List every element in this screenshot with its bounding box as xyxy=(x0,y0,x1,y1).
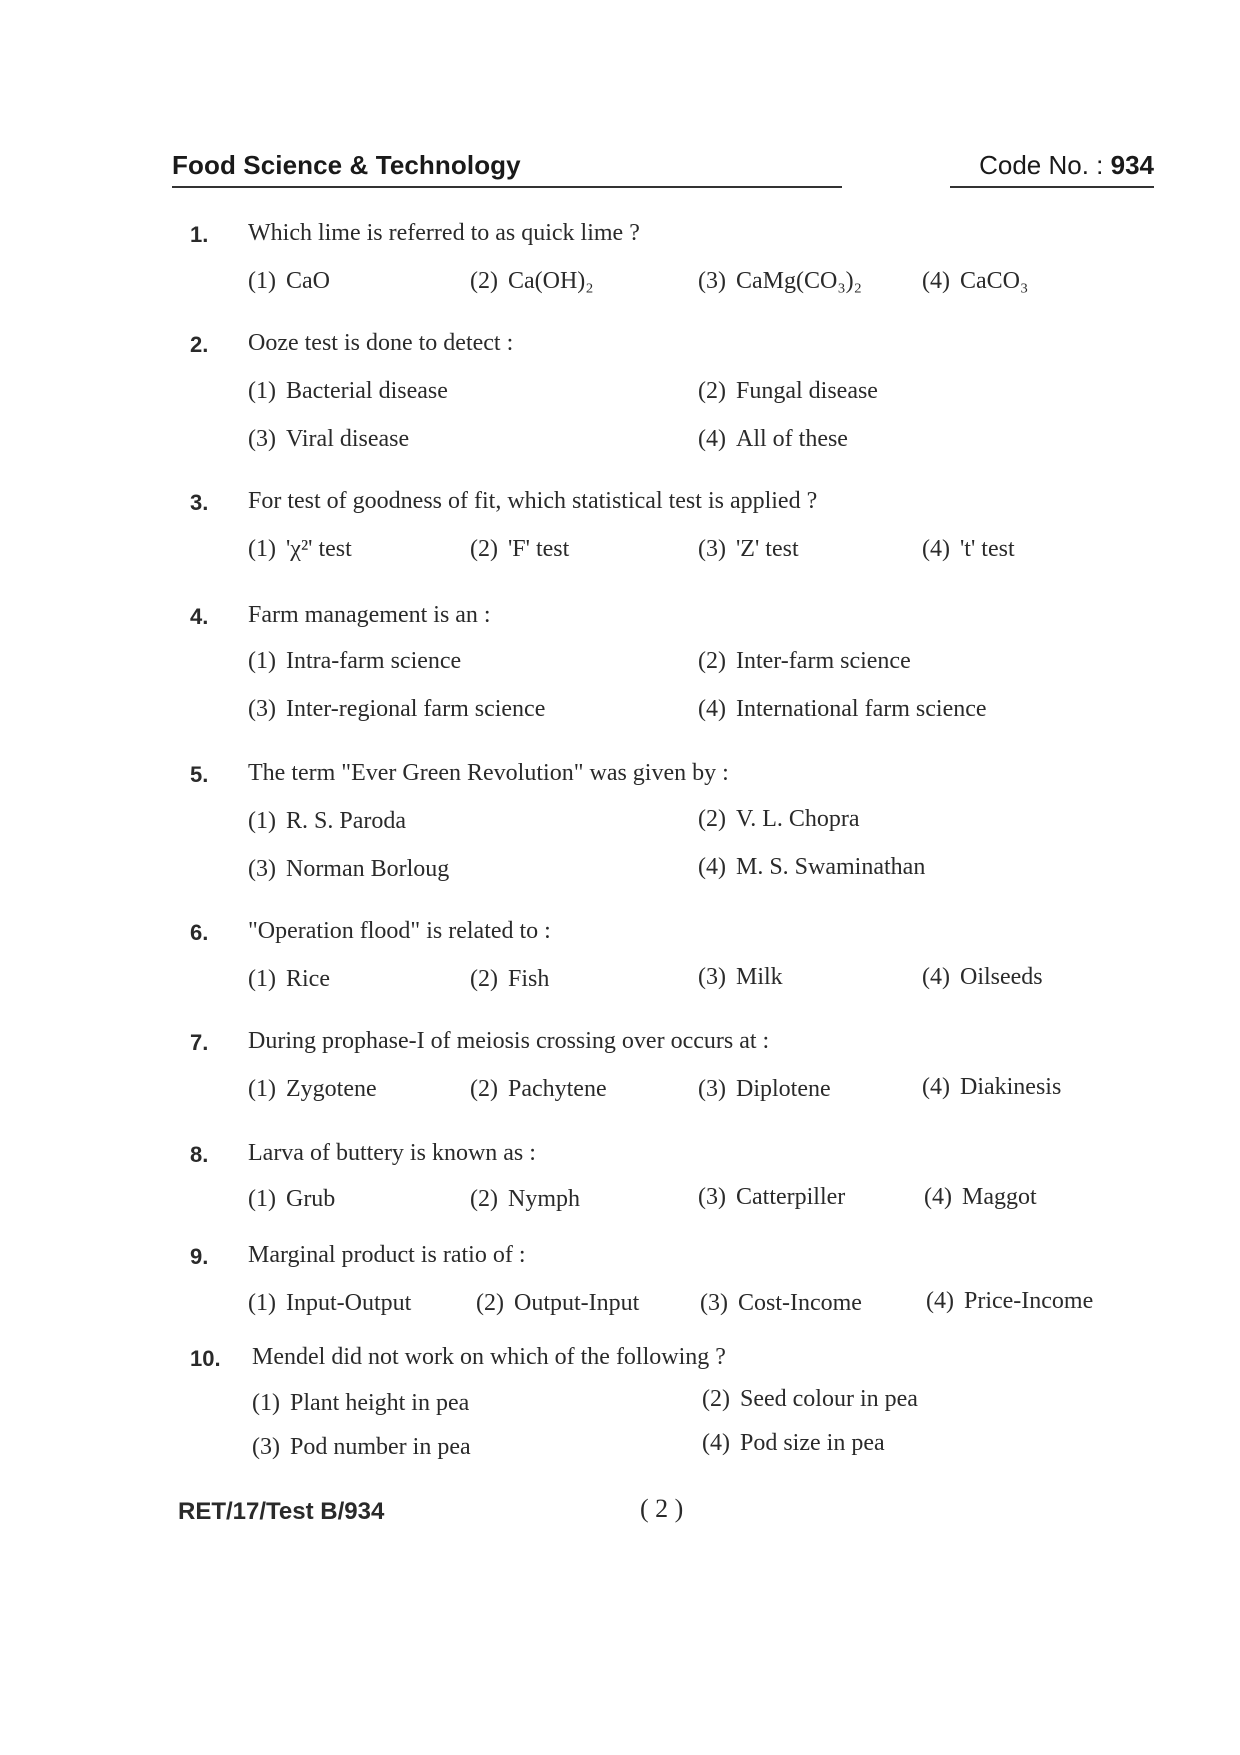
option: (3) Norman Borloug xyxy=(248,856,450,882)
question-number: 1. xyxy=(190,222,209,247)
question-number: 7. xyxy=(190,1030,209,1055)
question-text: During prophase-I of meiosis crossing over occurs at : xyxy=(248,1028,770,1054)
question-text: "Operation flood" is related to : xyxy=(248,918,551,944)
option: (1) Bacterial disease xyxy=(248,378,448,404)
question-text: The term "Ever Green Revolution" was given by : xyxy=(248,760,729,786)
question-number: 10. xyxy=(190,1346,221,1371)
code-label: Code No. : xyxy=(979,150,1104,180)
option: (1) Grub xyxy=(248,1186,336,1212)
option: (3) Diplotene xyxy=(698,1076,831,1102)
question-text: Mendel did not work on which of the following ? xyxy=(252,1344,726,1370)
option: (2) Fish xyxy=(470,966,550,992)
option: (4) Pod size in pea xyxy=(702,1430,885,1456)
option: (4) All of these xyxy=(698,426,848,452)
option: (3) Catterpiller xyxy=(698,1184,846,1210)
question-text: Farm management is an : xyxy=(248,602,491,628)
option: (4) International farm science xyxy=(698,696,987,722)
question-number: 6. xyxy=(190,920,209,945)
option: (1) Intra-farm science xyxy=(248,648,462,674)
option: (1) Rice xyxy=(248,966,330,992)
option: (2) Seed colour in pea xyxy=(702,1386,918,1412)
question-number: 4. xyxy=(190,604,209,629)
option: (1) R. S. Paroda xyxy=(248,808,406,834)
option: (2) Nymph xyxy=(470,1186,580,1212)
option: (4) CaCO₃ xyxy=(922,268,1029,294)
subject-title: Food Science & Technology xyxy=(172,150,521,180)
option: (3) 'Z' test xyxy=(698,536,799,562)
option: (3) Milk xyxy=(698,964,783,990)
option: (4) Price-Income xyxy=(926,1288,1094,1314)
option: (2) 'F' test xyxy=(470,536,570,562)
option: (4) Oilseeds xyxy=(922,964,1043,990)
question-text: Which lime is referred to as quick lime ? xyxy=(248,220,640,246)
option: (1) CaO xyxy=(248,268,330,294)
option: (2) Pachytene xyxy=(470,1076,607,1102)
option: (3) Viral disease xyxy=(248,426,410,452)
option: (2) Inter-farm science xyxy=(698,648,911,674)
page-header xyxy=(172,150,1154,190)
option: (4) 't' test xyxy=(922,536,1015,562)
option: (1) Plant height in pea xyxy=(252,1390,470,1416)
option: (1) Zygotene xyxy=(248,1076,377,1102)
question-number: 3. xyxy=(190,490,209,515)
question-number: 8. xyxy=(190,1142,209,1167)
option: (4) M. S. Swaminathan xyxy=(698,854,926,880)
option: (1) Input-Output xyxy=(248,1290,412,1316)
option: (3) CaMg(CO₃)₂ xyxy=(698,268,863,294)
question-text: For test of goodness of fit, which statistical test is applied ? xyxy=(248,488,818,514)
question-text: Larva of buttery is known as : xyxy=(248,1140,536,1166)
question-text: Ooze test is done to detect : xyxy=(248,330,514,356)
header-rule-right xyxy=(950,186,1154,188)
option: (3) Inter-regional farm science xyxy=(248,696,546,722)
option: (2) Fungal disease xyxy=(698,378,878,404)
header-rule xyxy=(172,186,842,188)
question-text: Marginal product is ratio of : xyxy=(248,1242,526,1268)
question-number: 9. xyxy=(190,1244,209,1269)
code-number xyxy=(979,150,1154,181)
question-number: 5. xyxy=(190,762,209,787)
question-number: 2. xyxy=(190,332,209,357)
option: (4) Diakinesis xyxy=(922,1074,1062,1100)
option: (2) Ca(OH)₂ xyxy=(470,268,594,294)
page-number: ( 2 ) xyxy=(640,1494,684,1523)
code-value: 934 xyxy=(1110,150,1154,180)
option: (1) 'χ²' test xyxy=(248,536,352,562)
option: (4) Maggot xyxy=(924,1184,1037,1210)
option: (2) Output-Input xyxy=(476,1290,640,1316)
option: (2) V. L. Chopra xyxy=(698,806,860,832)
option: (3) Cost-Income xyxy=(700,1290,862,1316)
footer-test-code: RET/17/Test B/934 xyxy=(178,1498,385,1525)
option: (3) Pod number in pea xyxy=(252,1434,471,1460)
